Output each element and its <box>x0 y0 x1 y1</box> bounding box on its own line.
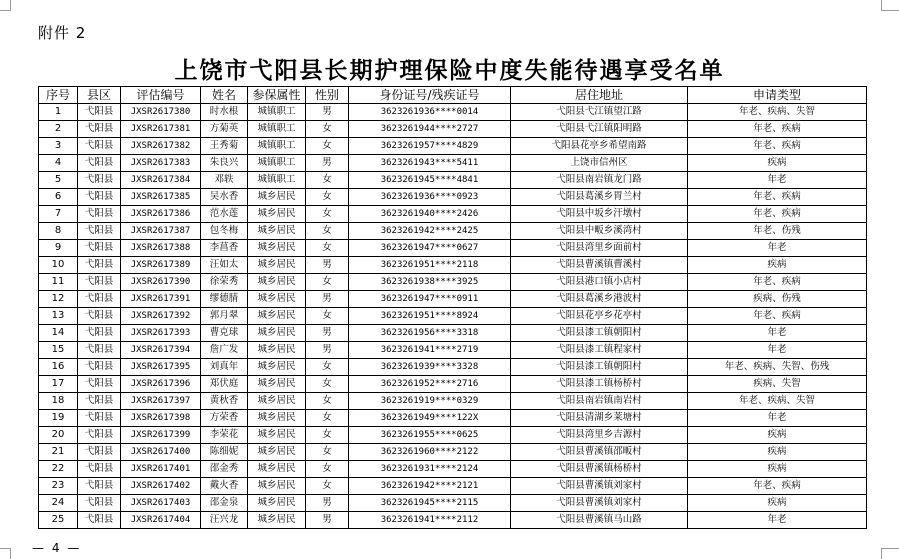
col-header-gender: 性别 <box>306 87 349 104</box>
insurance-type-cell: 城乡居民 <box>248 512 306 529</box>
eval-id-cell: JXSR2617394 <box>121 342 201 359</box>
gender-cell: 男 <box>306 104 349 121</box>
apply-type-cell: 年老、疾病 <box>688 308 867 325</box>
eval-id-cell: JXSR2617396 <box>121 376 201 393</box>
eval-id-cell: JXSR2617393 <box>121 325 201 342</box>
id-number-cell: 3623261936****0923 <box>349 189 511 206</box>
county-cell: 弋阳县 <box>78 189 121 206</box>
name-cell: 方荣香 <box>201 410 248 427</box>
seq-cell: 20 <box>39 427 78 444</box>
apply-type-cell: 年老、疾病 <box>688 274 867 291</box>
insurance-type-cell: 城镇职工 <box>248 138 306 155</box>
address-cell: 弋阳县漆工镇朝阳村 <box>511 325 688 342</box>
insurance-type-cell: 城镇职工 <box>248 121 306 138</box>
page-number: — 4 — <box>32 541 82 555</box>
eval-id-cell: JXSR2617402 <box>121 478 201 495</box>
name-cell: 朱良兴 <box>201 155 248 172</box>
id-number-cell: 3623261939****3328 <box>349 359 511 376</box>
apply-type-cell: 年老 <box>688 325 867 342</box>
name-cell: 邵金秀 <box>201 461 248 478</box>
seq-cell: 5 <box>39 172 78 189</box>
insurance-type-cell: 城乡居民 <box>248 495 306 512</box>
name-cell: 戴火香 <box>201 478 248 495</box>
gender-cell: 女 <box>306 121 349 138</box>
address-cell: 弋阳县漆工镇朝阳村 <box>511 359 688 376</box>
table-row <box>39 172 867 189</box>
seq-cell: 15 <box>39 342 78 359</box>
county-cell: 弋阳县 <box>78 291 121 308</box>
table-row <box>39 138 867 155</box>
apply-type-cell: 年老 <box>688 342 867 359</box>
table-row <box>39 104 867 121</box>
apply-type-cell: 年老 <box>688 512 867 529</box>
apply-type-cell: 年老、伤残 <box>688 223 867 240</box>
insurance-type-cell: 城乡居民 <box>248 308 306 325</box>
address-cell: 弋阳县曹溪镇刘家村 <box>511 478 688 495</box>
apply-type-cell: 年老 <box>688 240 867 257</box>
address-cell: 弋阳县葛溪乡港波村 <box>511 291 688 308</box>
name-cell: 郑伏庭 <box>201 376 248 393</box>
crop-mark-top-right-h <box>881 10 899 11</box>
eval-id-cell: JXSR2617385 <box>121 189 201 206</box>
eval-id-cell: JXSR2617388 <box>121 240 201 257</box>
apply-type-cell: 年老、疾病、失智、伤残 <box>688 359 867 376</box>
address-cell: 弋阳县曹溪镇刘家村 <box>511 495 688 512</box>
insurance-type-cell: 城乡居民 <box>248 240 306 257</box>
gender-cell: 女 <box>306 393 349 410</box>
address-cell: 弋阳县清湖乡莱塘村 <box>511 410 688 427</box>
eval-id-cell: JXSR2617387 <box>121 223 201 240</box>
id-number-cell: 3623261945****2115 <box>349 495 511 512</box>
address-cell: 弋阳县中畈乡溪湾村 <box>511 223 688 240</box>
eval-id-cell: JXSR2617395 <box>121 359 201 376</box>
table-row <box>39 376 867 393</box>
insurance-type-cell: 城乡居民 <box>248 444 306 461</box>
gender-cell: 女 <box>306 138 349 155</box>
id-number-cell: 3623261947****0627 <box>349 240 511 257</box>
id-number-cell: 3623261941****2112 <box>349 512 511 529</box>
name-cell: 刘真年 <box>201 359 248 376</box>
apply-type-cell: 年老、疾病、失智 <box>688 104 867 121</box>
eval-id-cell: JXSR2617391 <box>121 291 201 308</box>
county-cell: 弋阳县 <box>78 257 121 274</box>
table-row <box>39 121 867 138</box>
table-row <box>39 427 867 444</box>
county-cell: 弋阳县 <box>78 104 121 121</box>
table-row <box>39 325 867 342</box>
eval-id-cell: JXSR2617392 <box>121 308 201 325</box>
eval-id-cell: JXSR2617398 <box>121 410 201 427</box>
table-row <box>39 206 867 223</box>
address-cell: 弋阳县弋江镇望江路 <box>511 104 688 121</box>
col-header-seq: 序号 <box>39 87 78 104</box>
insurance-type-cell: 城乡居民 <box>248 291 306 308</box>
crop-mark-top-right <box>881 0 882 10</box>
table-row <box>39 342 867 359</box>
apply-type-cell: 疾病 <box>688 155 867 172</box>
eval-id-cell: JXSR2617404 <box>121 512 201 529</box>
county-cell: 弋阳县 <box>78 325 121 342</box>
county-cell: 弋阳县 <box>78 376 121 393</box>
table-header-row <box>39 87 867 104</box>
name-cell: 方菊英 <box>201 121 248 138</box>
insurance-type-cell: 城乡居民 <box>248 461 306 478</box>
eval-id-cell: JXSR2617386 <box>121 206 201 223</box>
apply-type-cell: 年老、疾病 <box>688 206 867 223</box>
table-row <box>39 257 867 274</box>
address-cell: 弋阳县曹溪镇杨桥村 <box>511 461 688 478</box>
id-number-cell: 3623261938****3925 <box>349 274 511 291</box>
county-cell: 弋阳县 <box>78 461 121 478</box>
table-row <box>39 444 867 461</box>
insurance-type-cell: 城乡居民 <box>248 478 306 495</box>
gender-cell: 女 <box>306 189 349 206</box>
county-cell: 弋阳县 <box>78 478 121 495</box>
name-cell: 郭月翠 <box>201 308 248 325</box>
name-cell: 詹广发 <box>201 342 248 359</box>
col-header-insurance-type: 参保属性 <box>248 87 306 104</box>
id-number-cell: 3623261931****2124 <box>349 461 511 478</box>
county-cell: 弋阳县 <box>78 206 121 223</box>
gender-cell: 女 <box>306 461 349 478</box>
attachment-label: 附件 2 <box>38 24 87 42</box>
eval-id-cell: JXSR2617382 <box>121 138 201 155</box>
gender-cell: 女 <box>306 444 349 461</box>
table-row <box>39 393 867 410</box>
county-cell: 弋阳县 <box>78 155 121 172</box>
county-cell: 弋阳县 <box>78 172 121 189</box>
gender-cell: 女 <box>306 410 349 427</box>
table-row <box>39 223 867 240</box>
county-cell: 弋阳县 <box>78 308 121 325</box>
apply-type-cell: 疾病、失智 <box>688 376 867 393</box>
seq-cell: 22 <box>39 461 78 478</box>
eval-id-cell: JXSR2617397 <box>121 393 201 410</box>
name-cell: 邵金泉 <box>201 495 248 512</box>
seq-cell: 2 <box>39 121 78 138</box>
insurance-type-cell: 城乡居民 <box>248 376 306 393</box>
address-cell: 弋阳县港口镇小店村 <box>511 274 688 291</box>
table-row <box>39 359 867 376</box>
crop-mark-bottom-right-h <box>881 548 899 549</box>
apply-type-cell: 疾病 <box>688 495 867 512</box>
address-cell: 弋阳县葛溪乡胃兰村 <box>511 189 688 206</box>
gender-cell: 女 <box>306 223 349 240</box>
apply-type-cell: 疾病 <box>688 427 867 444</box>
eval-id-cell: JXSR2617399 <box>121 427 201 444</box>
gender-cell: 女 <box>306 376 349 393</box>
seq-cell: 19 <box>39 410 78 427</box>
county-cell: 弋阳县 <box>78 240 121 257</box>
name-cell: 缪德腈 <box>201 291 248 308</box>
name-cell: 徐荣秀 <box>201 274 248 291</box>
seq-cell: 24 <box>39 495 78 512</box>
county-cell: 弋阳县 <box>78 512 121 529</box>
county-cell: 弋阳县 <box>78 495 121 512</box>
apply-type-cell: 年老、疾病 <box>688 138 867 155</box>
id-number-cell: 3623261956****3318 <box>349 325 511 342</box>
name-cell: 汪兴龙 <box>201 512 248 529</box>
name-cell: 李荣花 <box>201 427 248 444</box>
apply-type-cell: 年老、疾病 <box>688 189 867 206</box>
seq-cell: 23 <box>39 478 78 495</box>
name-cell: 吴水香 <box>201 189 248 206</box>
seq-cell: 13 <box>39 308 78 325</box>
eval-id-cell: JXSR2617400 <box>121 444 201 461</box>
county-cell: 弋阳县 <box>78 444 121 461</box>
gender-cell: 男 <box>306 495 349 512</box>
id-number-cell: 3623261943****5411 <box>349 155 511 172</box>
eval-id-cell: JXSR2617381 <box>121 121 201 138</box>
seq-cell: 18 <box>39 393 78 410</box>
id-number-cell: 3623261951****8924 <box>349 308 511 325</box>
seq-cell: 21 <box>39 444 78 461</box>
gender-cell: 女 <box>306 308 349 325</box>
seq-cell: 16 <box>39 359 78 376</box>
id-number-cell: 3623261944****2727 <box>349 121 511 138</box>
name-cell: 黄秋香 <box>201 393 248 410</box>
apply-type-cell: 疾病 <box>688 444 867 461</box>
seq-cell: 10 <box>39 257 78 274</box>
beneficiary-table <box>38 86 867 529</box>
seq-cell: 6 <box>39 189 78 206</box>
name-cell: 陈细妮 <box>201 444 248 461</box>
county-cell: 弋阳县 <box>78 121 121 138</box>
county-cell: 弋阳县 <box>78 359 121 376</box>
id-number-cell: 3623261942****2425 <box>349 223 511 240</box>
insurance-type-cell: 城乡居民 <box>248 257 306 274</box>
id-number-cell: 3623261947****0911 <box>349 291 511 308</box>
table-row <box>39 512 867 529</box>
county-cell: 弋阳县 <box>78 427 121 444</box>
county-cell: 弋阳县 <box>78 342 121 359</box>
table-row <box>39 291 867 308</box>
id-number-cell: 3623261936****0014 <box>349 104 511 121</box>
insurance-type-cell: 城乡居民 <box>248 325 306 342</box>
county-cell: 弋阳县 <box>78 410 121 427</box>
id-number-cell: 3623261940****2426 <box>349 206 511 223</box>
address-cell: 弋阳县曹溪镇邵畈村 <box>511 444 688 461</box>
eval-id-cell: JXSR2617383 <box>121 155 201 172</box>
table-row <box>39 478 867 495</box>
table-row <box>39 410 867 427</box>
crop-mark-bottom-right <box>881 548 882 559</box>
county-cell: 弋阳县 <box>78 393 121 410</box>
insurance-type-cell: 城乡居民 <box>248 359 306 376</box>
name-cell: 时水根 <box>201 104 248 121</box>
crop-mark-bottom-left <box>10 548 11 559</box>
id-number-cell: 3623261951****2118 <box>349 257 511 274</box>
crop-mark-top-left <box>0 0 11 11</box>
eval-id-cell: JXSR2617401 <box>121 461 201 478</box>
insurance-type-cell: 城乡居民 <box>248 427 306 444</box>
insurance-type-cell: 城乡居民 <box>248 189 306 206</box>
table-row <box>39 189 867 206</box>
table-row <box>39 155 867 172</box>
gender-cell: 女 <box>306 206 349 223</box>
address-cell: 弋阳县曹溪镇马山路 <box>511 512 688 529</box>
address-cell: 弋阳县弋江镇阳明路 <box>511 121 688 138</box>
county-cell: 弋阳县 <box>78 274 121 291</box>
address-cell: 弋阳县漆工镇程家村 <box>511 342 688 359</box>
eval-id-cell: JXSR2617390 <box>121 274 201 291</box>
gender-cell: 女 <box>306 427 349 444</box>
seq-cell: 8 <box>39 223 78 240</box>
gender-cell: 男 <box>306 155 349 172</box>
seq-cell: 1 <box>39 104 78 121</box>
id-number-cell: 3623261952****2716 <box>349 376 511 393</box>
address-cell: 弋阳县南岩镇龙门路 <box>511 172 688 189</box>
eval-id-cell: JXSR2617403 <box>121 495 201 512</box>
col-header-eval-id: 评估编号 <box>121 87 201 104</box>
insurance-type-cell: 城镇职工 <box>248 155 306 172</box>
col-header-name: 姓名 <box>201 87 248 104</box>
gender-cell: 男 <box>306 257 349 274</box>
page-title: 上饶市弋阳县长期护理保险中度失能待遇享受名单 <box>174 58 725 84</box>
gender-cell: 女 <box>306 240 349 257</box>
table-row <box>39 274 867 291</box>
apply-type-cell: 疾病 <box>688 257 867 274</box>
gender-cell: 男 <box>306 512 349 529</box>
apply-type-cell: 疾病 <box>688 461 867 478</box>
name-cell: 汪如太 <box>201 257 248 274</box>
col-header-county: 县区 <box>78 87 121 104</box>
address-cell: 弋阳县花亭乡希望南路 <box>511 138 688 155</box>
address-cell: 弋阳县湾里乡面前村 <box>511 240 688 257</box>
apply-type-cell: 年老 <box>688 410 867 427</box>
seq-cell: 4 <box>39 155 78 172</box>
apply-type-cell: 年老、疾病 <box>688 121 867 138</box>
table-row <box>39 461 867 478</box>
address-cell: 弋阳县漆工镇杨桥村 <box>511 376 688 393</box>
gender-cell: 女 <box>306 274 349 291</box>
insurance-type-cell: 城镇职工 <box>248 172 306 189</box>
id-number-cell: 3623261949****122X <box>349 410 511 427</box>
table-row <box>39 495 867 512</box>
gender-cell: 男 <box>306 342 349 359</box>
seq-cell: 9 <box>39 240 78 257</box>
gender-cell: 男 <box>306 291 349 308</box>
gender-cell: 女 <box>306 172 349 189</box>
col-header-id-number: 身份证号/残疾证号 <box>349 87 511 104</box>
table-row <box>39 240 867 257</box>
insurance-type-cell: 城乡居民 <box>248 410 306 427</box>
insurance-type-cell: 城乡居民 <box>248 274 306 291</box>
apply-type-cell: 年老、疾病、失智 <box>688 393 867 410</box>
gender-cell: 男 <box>306 325 349 342</box>
seq-cell: 3 <box>39 138 78 155</box>
name-cell: 包冬梅 <box>201 223 248 240</box>
table-row <box>39 308 867 325</box>
seq-cell: 14 <box>39 325 78 342</box>
name-cell: 邓轶 <box>201 172 248 189</box>
id-number-cell: 3623261942****2121 <box>349 478 511 495</box>
id-number-cell: 3623261941****2719 <box>349 342 511 359</box>
id-number-cell: 3623261955****0625 <box>349 427 511 444</box>
apply-type-cell: 年老、疾病 <box>688 478 867 495</box>
apply-type-cell: 年老 <box>688 172 867 189</box>
name-cell: 王秀菊 <box>201 138 248 155</box>
address-cell: 上饶市信州区 <box>511 155 688 172</box>
gender-cell: 女 <box>306 359 349 376</box>
address-cell: 弋阳县中坂乡汗墩村 <box>511 206 688 223</box>
seq-cell: 11 <box>39 274 78 291</box>
crop-mark-bottom-left-h <box>0 548 10 549</box>
col-header-address: 居住地址 <box>511 87 688 104</box>
seq-cell: 17 <box>39 376 78 393</box>
eval-id-cell: JXSR2617380 <box>121 104 201 121</box>
address-cell: 弋阳县南岩镇南岩村 <box>511 393 688 410</box>
county-cell: 弋阳县 <box>78 223 121 240</box>
seq-cell: 7 <box>39 206 78 223</box>
col-header-apply-type: 申请类型 <box>688 87 867 104</box>
address-cell: 弋阳县曹溪镇曹溪村 <box>511 257 688 274</box>
id-number-cell: 3623261957****4829 <box>349 138 511 155</box>
eval-id-cell: JXSR2617384 <box>121 172 201 189</box>
name-cell: 曹克球 <box>201 325 248 342</box>
county-cell: 弋阳县 <box>78 138 121 155</box>
seq-cell: 12 <box>39 291 78 308</box>
address-cell: 弋阳县花亭乡花亭村 <box>511 308 688 325</box>
insurance-type-cell: 城乡居民 <box>248 223 306 240</box>
seq-cell: 25 <box>39 512 78 529</box>
name-cell: 范水莲 <box>201 206 248 223</box>
address-cell: 弋阳县湾里乡吉源村 <box>511 427 688 444</box>
eval-id-cell: JXSR2617389 <box>121 257 201 274</box>
name-cell: 李菖香 <box>201 240 248 257</box>
apply-type-cell: 疾病、伤残 <box>688 291 867 308</box>
id-number-cell: 3623261945****4841 <box>349 172 511 189</box>
insurance-type-cell: 城乡居民 <box>248 206 306 223</box>
id-number-cell: 3623261919****0329 <box>349 393 511 410</box>
insurance-type-cell: 城乡居民 <box>248 393 306 410</box>
gender-cell: 女 <box>306 478 349 495</box>
id-number-cell: 3623261960****2122 <box>349 444 511 461</box>
insurance-type-cell: 城乡居民 <box>248 342 306 359</box>
insurance-type-cell: 城镇职工 <box>248 104 306 121</box>
